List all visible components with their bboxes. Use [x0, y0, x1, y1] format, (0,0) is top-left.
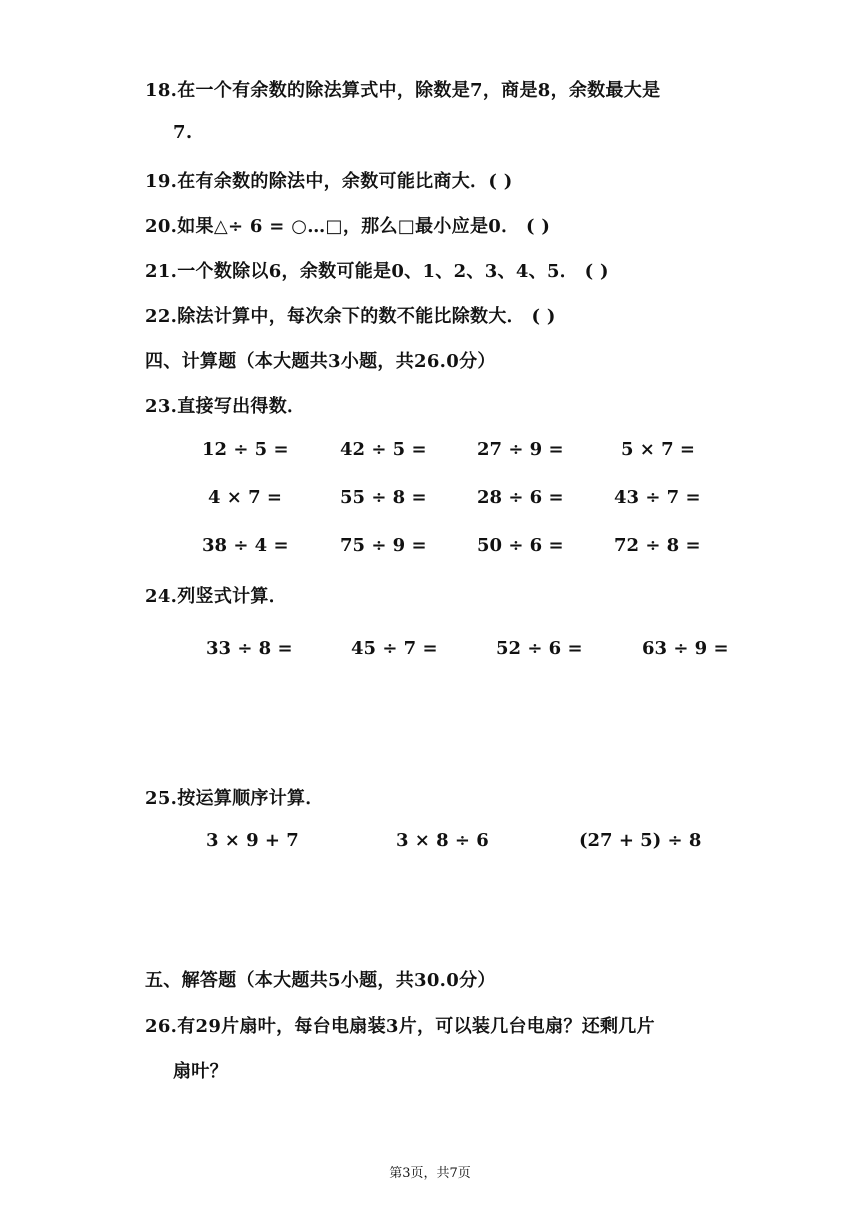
- question-26-continuation: 扇叶？: [173, 1061, 228, 1082]
- vertical-calc-item: 33 ÷ 8 =: [206, 638, 293, 659]
- question-text: 在一个有余数的除法算式中，除数是7，商是8，余数最大是: [177, 80, 661, 101]
- question-number: 24.: [145, 586, 178, 607]
- calc-item: 38 ÷ 4 =: [202, 535, 289, 556]
- question-text: 直接写出得数．: [177, 396, 306, 417]
- calc-item: 12 ÷ 5 =: [202, 439, 289, 460]
- question-number: 20.: [145, 216, 178, 237]
- question-21: [145, 257, 609, 283]
- calc-item: 72 ÷ 8 =: [614, 535, 701, 556]
- question-text: 在有余数的除法中，余数可能比商大．( ): [177, 171, 513, 192]
- question-26: [145, 1012, 655, 1038]
- question-18: [145, 76, 660, 102]
- question-text: 按运算顺序计算．: [177, 788, 324, 809]
- calc-item: 55 ÷ 8 =: [340, 487, 427, 508]
- vertical-calc-item: 63 ÷ 9 =: [642, 638, 729, 659]
- order-calc-item: 3 × 8 ÷ 6: [396, 830, 489, 851]
- section-5-title: 五、解答题（本大题共5小题，共30.0分）: [145, 970, 496, 991]
- calc-item: 5 × 7 =: [621, 439, 696, 460]
- question-number: 19.: [145, 171, 178, 192]
- calc-item: 50 ÷ 6 =: [477, 535, 564, 556]
- vertical-calc-item: 45 ÷ 7 =: [351, 638, 438, 659]
- question-number: 25.: [145, 788, 178, 809]
- section-4-title: 四、计算题（本大题共3小题，共26.0分）: [145, 351, 496, 372]
- question-number: 21.: [145, 261, 178, 282]
- calc-item: 27 ÷ 9 =: [477, 439, 564, 460]
- question-19: [145, 167, 513, 193]
- calc-item: 42 ÷ 5 =: [340, 439, 427, 460]
- question-24: [145, 582, 287, 608]
- vertical-calc-item: 52 ÷ 6 =: [496, 638, 583, 659]
- question-18-continuation: 7.: [173, 122, 193, 143]
- order-calc-item: 3 × 9 + 7: [206, 830, 299, 851]
- question-text: 如果△÷ 6 = ○…□，那么□最小应是0． ( ): [177, 216, 551, 237]
- question-number: 18.: [145, 80, 178, 101]
- question-number: 26.: [145, 1016, 178, 1037]
- question-number: 23.: [145, 396, 178, 417]
- question-22: [145, 302, 556, 328]
- order-calc-item: (27 + 5) ÷ 8: [579, 830, 702, 851]
- question-25: [145, 784, 324, 810]
- question-text: 一个数除以6，余数可能是0、1、2、3、4、5． ( ): [177, 261, 609, 282]
- question-number: 22.: [145, 306, 178, 327]
- question-text: 除法计算中，每次余下的数不能比除数大． ( ): [177, 306, 556, 327]
- question-text: 有29片扇叶，每台电扇装3片，可以装几台电扇？还剩几片: [177, 1016, 655, 1037]
- calc-item: 43 ÷ 7 =: [614, 487, 701, 508]
- calc-item: 4 × 7 =: [208, 487, 283, 508]
- question-text: 列竖式计算．: [177, 586, 288, 607]
- calc-item: 28 ÷ 6 =: [477, 487, 564, 508]
- question-23: [145, 392, 305, 418]
- calc-item: 75 ÷ 9 =: [340, 535, 427, 556]
- page-footer: 第3页，共7页: [389, 1166, 471, 1181]
- question-20: [145, 212, 550, 238]
